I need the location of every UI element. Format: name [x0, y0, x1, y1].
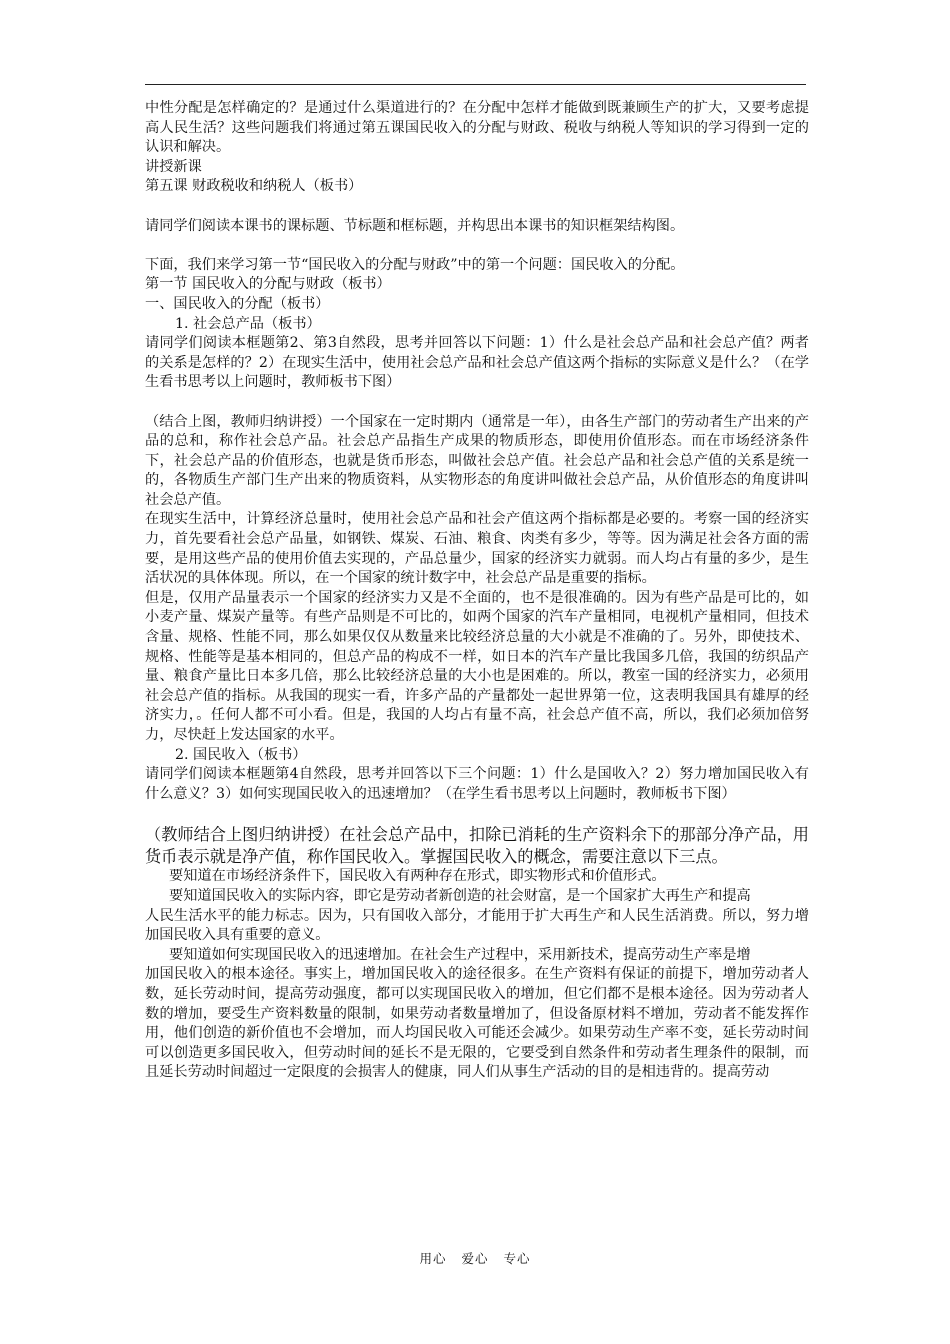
- lesson-title: 第五课 财政税收和纳税人（板书）: [145, 178, 363, 195]
- paragraph: 请同学们阅读本框题第2、第3自然段，思考并回答以下问题：1）什么是社会总产品和社会总产值？两者的关系是怎样的？2）在现实生活中，使用社会总产品和社会总产值这两个指标的实际意义是什么？（在学生看书思考以上问题时，教师板书下图）: [145, 335, 809, 391]
- section-heading: 讲授新课: [145, 158, 202, 175]
- page-footer: 用心 爱心 专心: [419, 1251, 531, 1266]
- section-title: 第一节 国民收入的分配与财政（板书）: [145, 276, 391, 293]
- paragraph: （结合上图，教师归纳讲授）一个国家在一定时期内（通常是一年），由各生产部门的劳动者生产出来的产品的总和，称作社会总产品。社会总产品指生产成果的物质形态，即使用价值形态。而在市场经济条件下，社会总产品的价值形态，也就是货币形态，叫做社会总产值。社会总产品和社会总产值的关系是统一的，各物质生产部门生产出来的物质资料，从实物形态的角度讲叫做社会总产品，从价值形态的角度讲叫社会总产值。: [145, 413, 809, 508]
- list-item: 要知道国民收入的实际内容，即它是劳动者新创造的社会财富，是一个国家扩大再生产和提高: [169, 887, 751, 904]
- subsection-title: 一、国民收入的分配（板书）: [145, 295, 330, 312]
- list-item: 要知道在市场经济条件下，国民收入有两种存在形式，即实物形式和价值形式。: [169, 868, 666, 885]
- paragraph: 加国民收入的根本途径。事实上，增加国民收入的途径很多。在生产资料有保证的前提下，增加劳动者人数，延长劳动时间，提高劳动强度，都可以实现国民收入的增加，但它们都不是根本途径。因为劳动者人数的增加，要受生产资料数量的限制，如果劳动者数量增加了，但设备原材料不增加，劳动者不能发挥作用，他们创造的新价值也不会增加，而人均国民收入可能还会减少。如果劳动生产率不变，延长劳动时间可以创造更多国民收入，但劳动时间的延长不是无限的，它要受到自然条件和劳动者生理条件的限制，而且延长劳动时间超过一定限度的会损害人的健康，同人们从事生产活动的目的是相违背的。提高劳动: [145, 966, 809, 1081]
- paragraph: 中性分配是怎样确定的？是通过什么渠道进行的？在分配中怎样才能做到既兼顾生产的扩大，又要考虑提高人民生活？这些问题我们将通过第五课国民收入的分配与财政、税收与纳税人等知识的学习得到一定的认识和解决。: [145, 100, 809, 156]
- paragraph: 下面，我们来学习第一节“国民收入的分配与财政”中的第一个问题：国民收入的分配。: [145, 256, 685, 273]
- document-body: [145, 99, 809, 1083]
- paragraph: 请同学们阅读本框题第4自然段，思考并回答以下三个问题：1）什么是国收入？2）努力增加国民收入有什么意义？3）如何实现国民收入的迅速增加？（在学生看书思考以上问题时，教师板书下图）: [145, 766, 809, 802]
- paragraph: 人民生活水平的能力标志。因为，只有国收入部分，才能用于扩大再生产和人民生活消费。所以，努力增加国民收入具有重要的意义。: [145, 907, 809, 944]
- item-heading: 1. 社会总产品（板书）: [175, 315, 321, 332]
- list-item: 要知道如何实现国民收入的迅速增加。在社会生产过程中，采用新技术，提高劳动生产率是增: [169, 946, 751, 963]
- paragraph: 但是，仅用产品量表示一个国家的经济实力又是不全面的，也不是很准确的。因为有些产品是可比的，如小麦产量、煤炭产量等。有些产品则是不可比的，如两个国家的汽车产量相同，电视机产量相同，但技术含量、规格、性能不同，那么如果仅仅从数量来比较经济总量的大小就是不准确的了。另外，即使技术、规格、性能等是基本相同的，但总产品的构成不一样，如日本的汽车产量比我国多几倍，我国的纺织品产量、粮食产量比日本多几倍，那么比较经济总量的大小也是困难的。所以，教室一国的经济实力，必须用社会总产值的指标。从我国的现实一看，许多产品的产量都处一起世界第一位，这表明我国具有雄厚的经济实力，。任何人都不可小看。但是，我国的人均占有量不高，社会总产值不高，所以，我们必须加倍努力，尽快赶上发达国家的水平。: [145, 589, 809, 743]
- header-rule: [145, 84, 806, 85]
- paragraph: 在现实生活中，计算经济总量时，使用社会总产品和社会产值这两个指标都是必要的。考察一国的经济实力，首先要看社会总产品量，如钢铁、煤炭、石油、粮食、肉类有多少，等等。因为满足社会各方面的需要，是用这些产品的使用价值去实现的，产品总量少，国家的经济实力就弱。而人均占有量的多少，是生活状况的具体体现。所以，在一个国家的统计数字中，社会总产品是重要的指标。: [145, 511, 809, 587]
- item-heading: 2. 国民收入（板书）: [175, 746, 307, 763]
- paragraph: （教师结合上图归纳讲授）在社会总产品中，扣除已消耗的生产资料余下的那部分净产品，用货币表示就是净产值，称作国民收入。掌握国民收入的概念，需要注意以下三点。: [145, 825, 809, 866]
- paragraph: 请同学们阅读本课书的课标题、节标题和框标题，并构思出本课书的知识框架结构图。: [145, 217, 685, 234]
